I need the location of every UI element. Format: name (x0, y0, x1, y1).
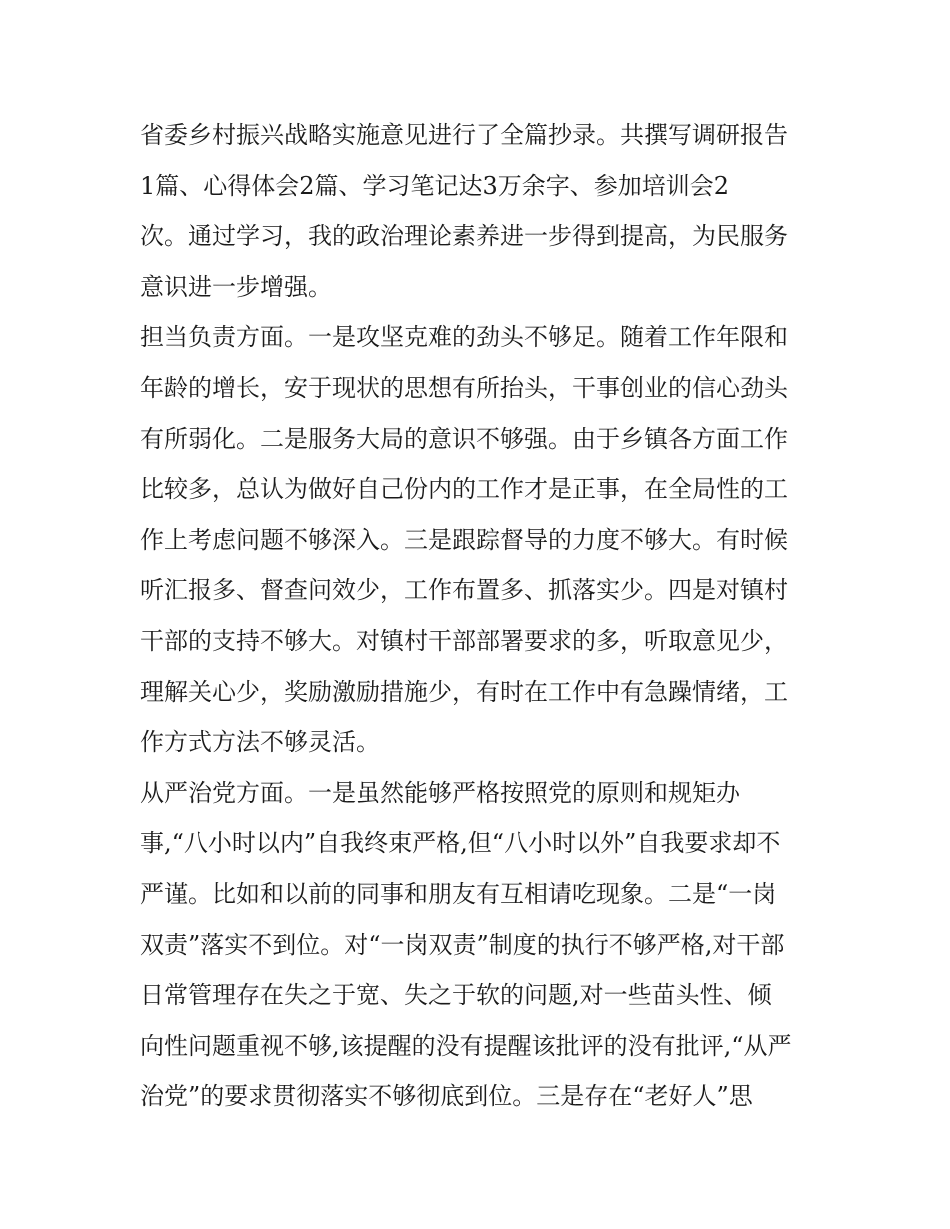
document-body (140, 110, 820, 1122)
text-line: 干部的支持不够大。对镇村干部部署要求的多，听取意见少， (140, 626, 788, 655)
text-line: 省委乡村振兴战略实施意见进行了全篇抄录。共撰写调研报告 (140, 121, 788, 149)
text-line: 日常管理存在失之于宽、失之于软的问题,对一些苗头性、倾 (140, 981, 772, 1010)
text-line: 意识进一步增强。 (140, 272, 332, 301)
text-line: 事,“八小时以内”自我终束严格,但“八小时以外”自我要求却不 (140, 829, 781, 858)
text-line: 作方式方法不够灵活。 (140, 728, 380, 757)
text-line: 向性问题重视不够,该提醒的没有提醒该批评的没有批评,“从严 (140, 1031, 792, 1060)
text-line: 双责”落实不到位。对“一岗双责”制度的执行不够严格,对干部 (140, 930, 785, 959)
text-line: 次。通过学习，我的政治理论素养进一步得到提高，为民服务 (140, 222, 788, 251)
text-line: 担当负责方面。一是攻坚克难的劲头不够足。随着工作年限和 (140, 323, 788, 352)
text-line: 理解关心少，奖励激励措施少，有时在工作中有急躁情绪，工 (140, 677, 788, 706)
text-line: 严谨。比如和以前的同事和朋友有互相请吃现象。二是“一岗 (140, 879, 777, 908)
text-line: 听汇报多、督查问效少，工作布置多、抓落实少。四是对镇村 (140, 576, 788, 605)
text-line: 年龄的增长，安于现状的思想有所抬头，干事创业的信心劲头 (140, 373, 788, 402)
text-line: 从严治党方面。一是虽然能够严格按照党的原则和规矩办 (140, 778, 740, 807)
text-line: 有所弱化。二是服务大局的意识不够强。由于乡镇各方面工作 (140, 424, 788, 453)
text-line: 1篇、心得体会2篇、学习笔记达3万余字、参加培训会2 (140, 171, 730, 200)
text-line: 比较多，总认为做好自己份内的工作才是正事，在全局性的工 (140, 475, 788, 504)
text-line: 作上考虑问题不够深入。三是跟踪督导的力度不够大。有时候 (140, 525, 788, 554)
text-line: 治党”的要求贯彻落实不够彻底到位。三是存在“老好人”思 (140, 1082, 753, 1111)
